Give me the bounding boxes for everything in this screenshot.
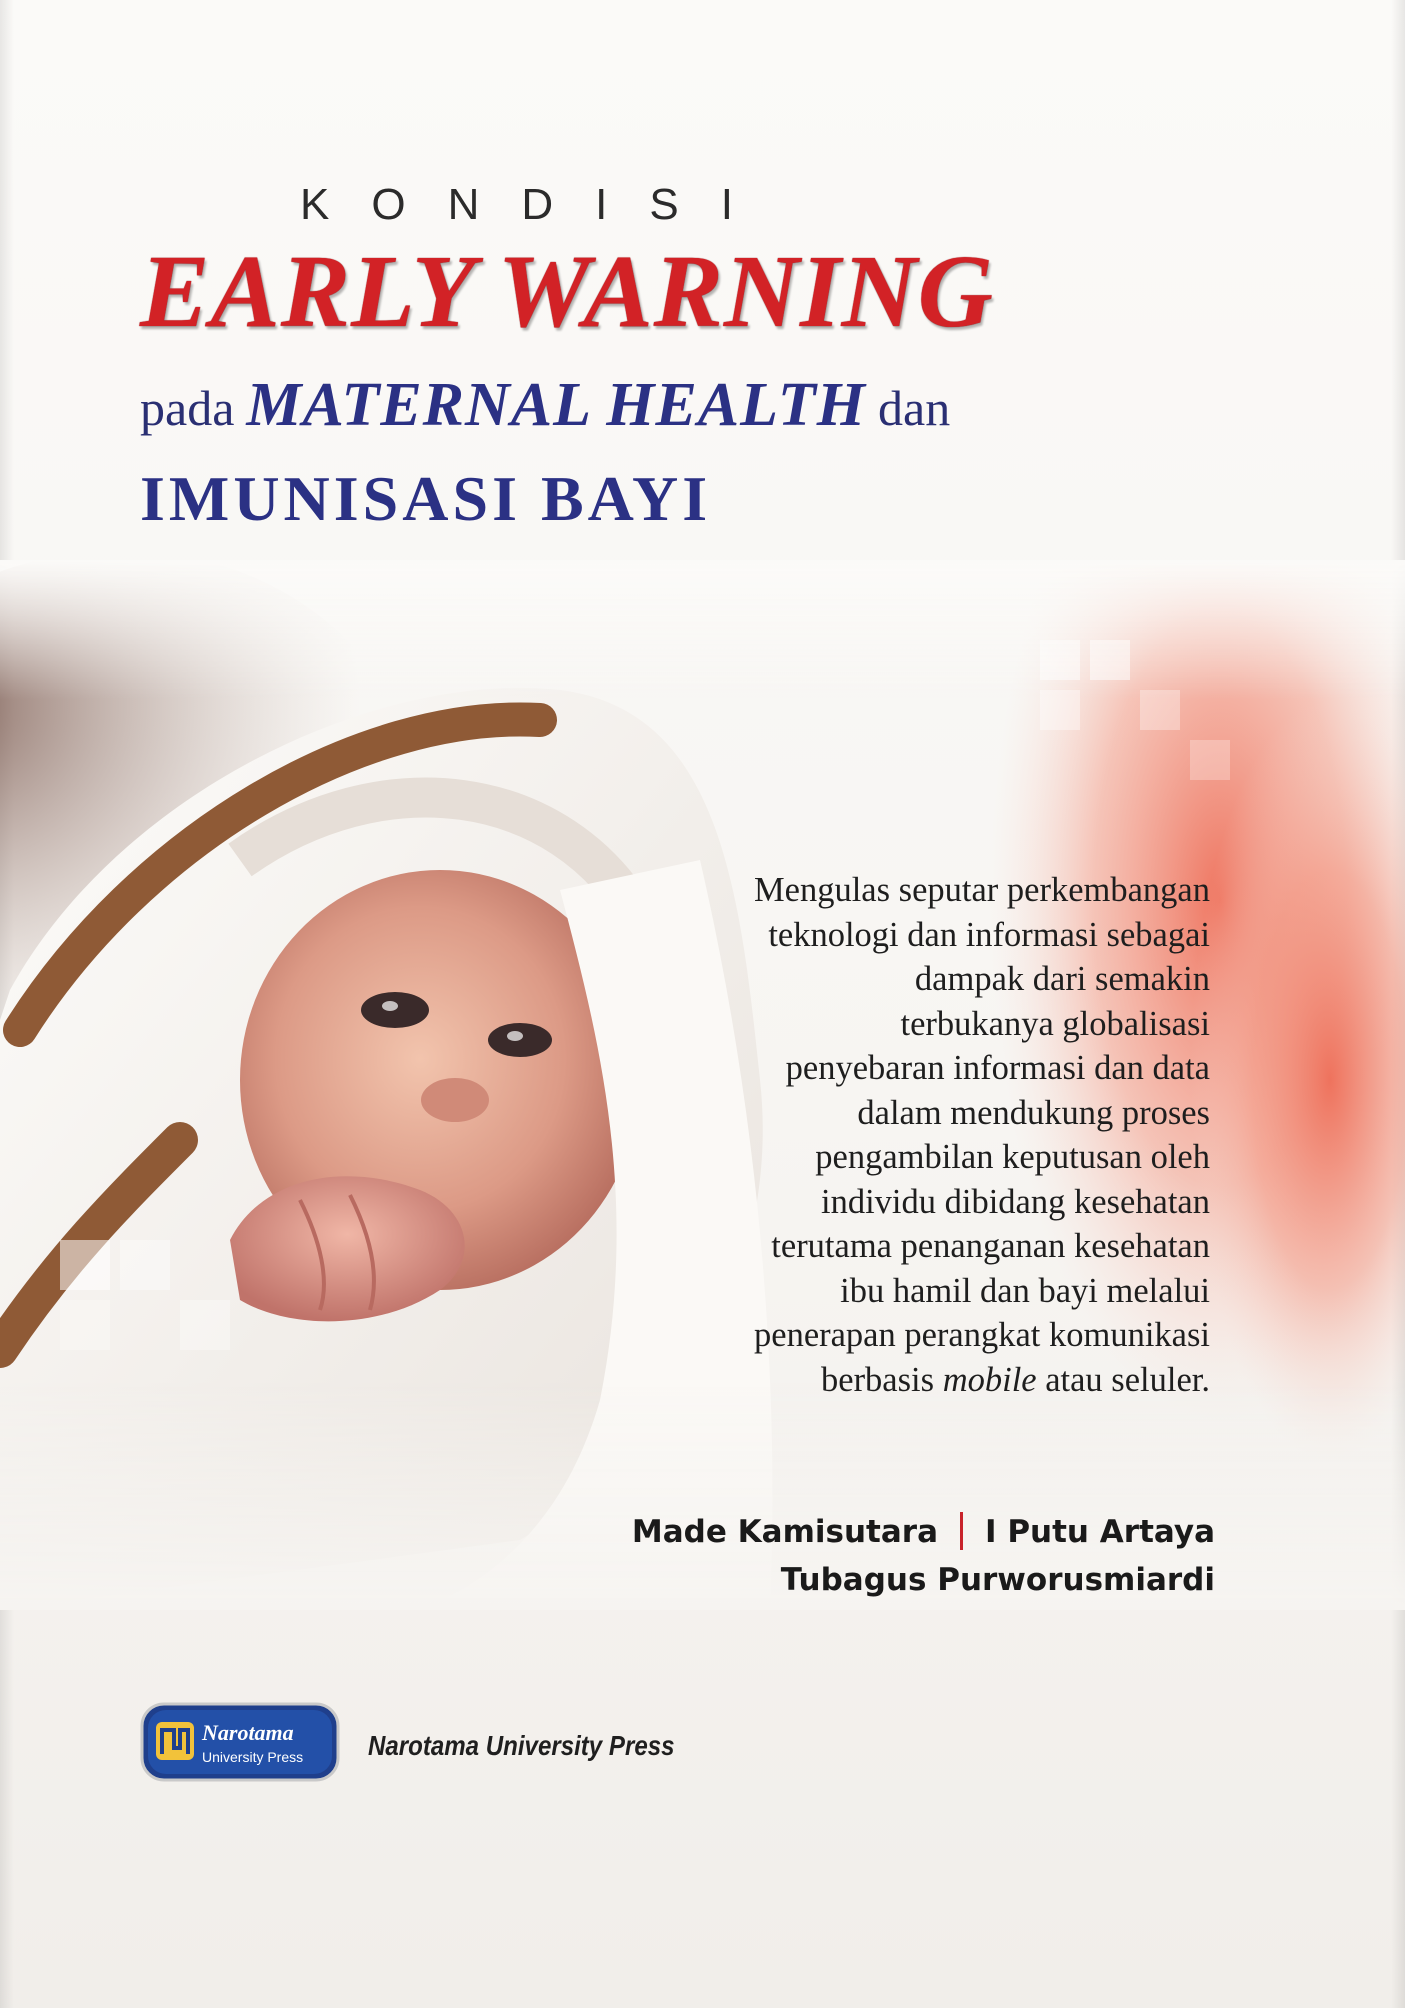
subtitle-line-2: IMUNISASI BAYI xyxy=(140,463,712,534)
author-name: Made Kamisutara xyxy=(631,1514,938,1550)
authors-block xyxy=(632,1508,1215,1604)
title-kicker: KONDISI xyxy=(300,180,775,229)
description-line-last xyxy=(610,1358,1210,1403)
publisher-logo xyxy=(140,1702,340,1782)
description-line: terbukanya globalisasi xyxy=(900,1004,1210,1043)
description-line: Mengulas seputar perkembangan xyxy=(753,871,1210,909)
description-line: individu dibidang kesehatan xyxy=(820,1182,1210,1221)
authors-row-2 xyxy=(632,1556,1215,1604)
description-paragraph xyxy=(610,868,1210,1402)
authors-row-1 xyxy=(632,1508,1215,1556)
author-separator xyxy=(960,1512,963,1550)
description-line: penerapan perangkat komunikasi xyxy=(754,1316,1210,1354)
publisher-name: Narotama University Press xyxy=(368,1730,675,1761)
publisher-logo-script: Narotama xyxy=(202,1720,294,1745)
description-line: penyebaran informasi dan data xyxy=(785,1049,1210,1087)
subtitle-suffix: dan xyxy=(878,380,951,436)
description-last-before: berbasis xyxy=(821,1360,943,1399)
description-line: pengambilan keputusan oleh xyxy=(815,1138,1210,1176)
publisher-logo-subtitle: University Press xyxy=(202,1749,304,1765)
publisher-emblem-icon xyxy=(156,1722,194,1760)
author-name: I Putu Artaya xyxy=(985,1514,1215,1550)
subtitle-line-1 xyxy=(140,370,950,441)
main-title: EARLY WARNING xyxy=(140,234,994,349)
author-name: Tubagus Purworusmiardi xyxy=(780,1562,1215,1598)
subtitle-emphasis: MATERNAL HEALTH xyxy=(246,371,867,439)
description-line: ibu hamil dan bayi melalui xyxy=(840,1271,1210,1310)
subtitle-prefix: pada xyxy=(140,380,235,436)
description-line: dalam mendukung proses xyxy=(857,1093,1210,1132)
description-last-after: atau seluler. xyxy=(1036,1360,1210,1399)
description-line: teknologi dan informasi sebagai xyxy=(768,915,1210,954)
description-last-italic: mobile xyxy=(942,1360,1037,1399)
description-line: dampak dari semakin xyxy=(914,960,1210,998)
description-line: terutama penanganan kesehatan xyxy=(771,1227,1210,1265)
